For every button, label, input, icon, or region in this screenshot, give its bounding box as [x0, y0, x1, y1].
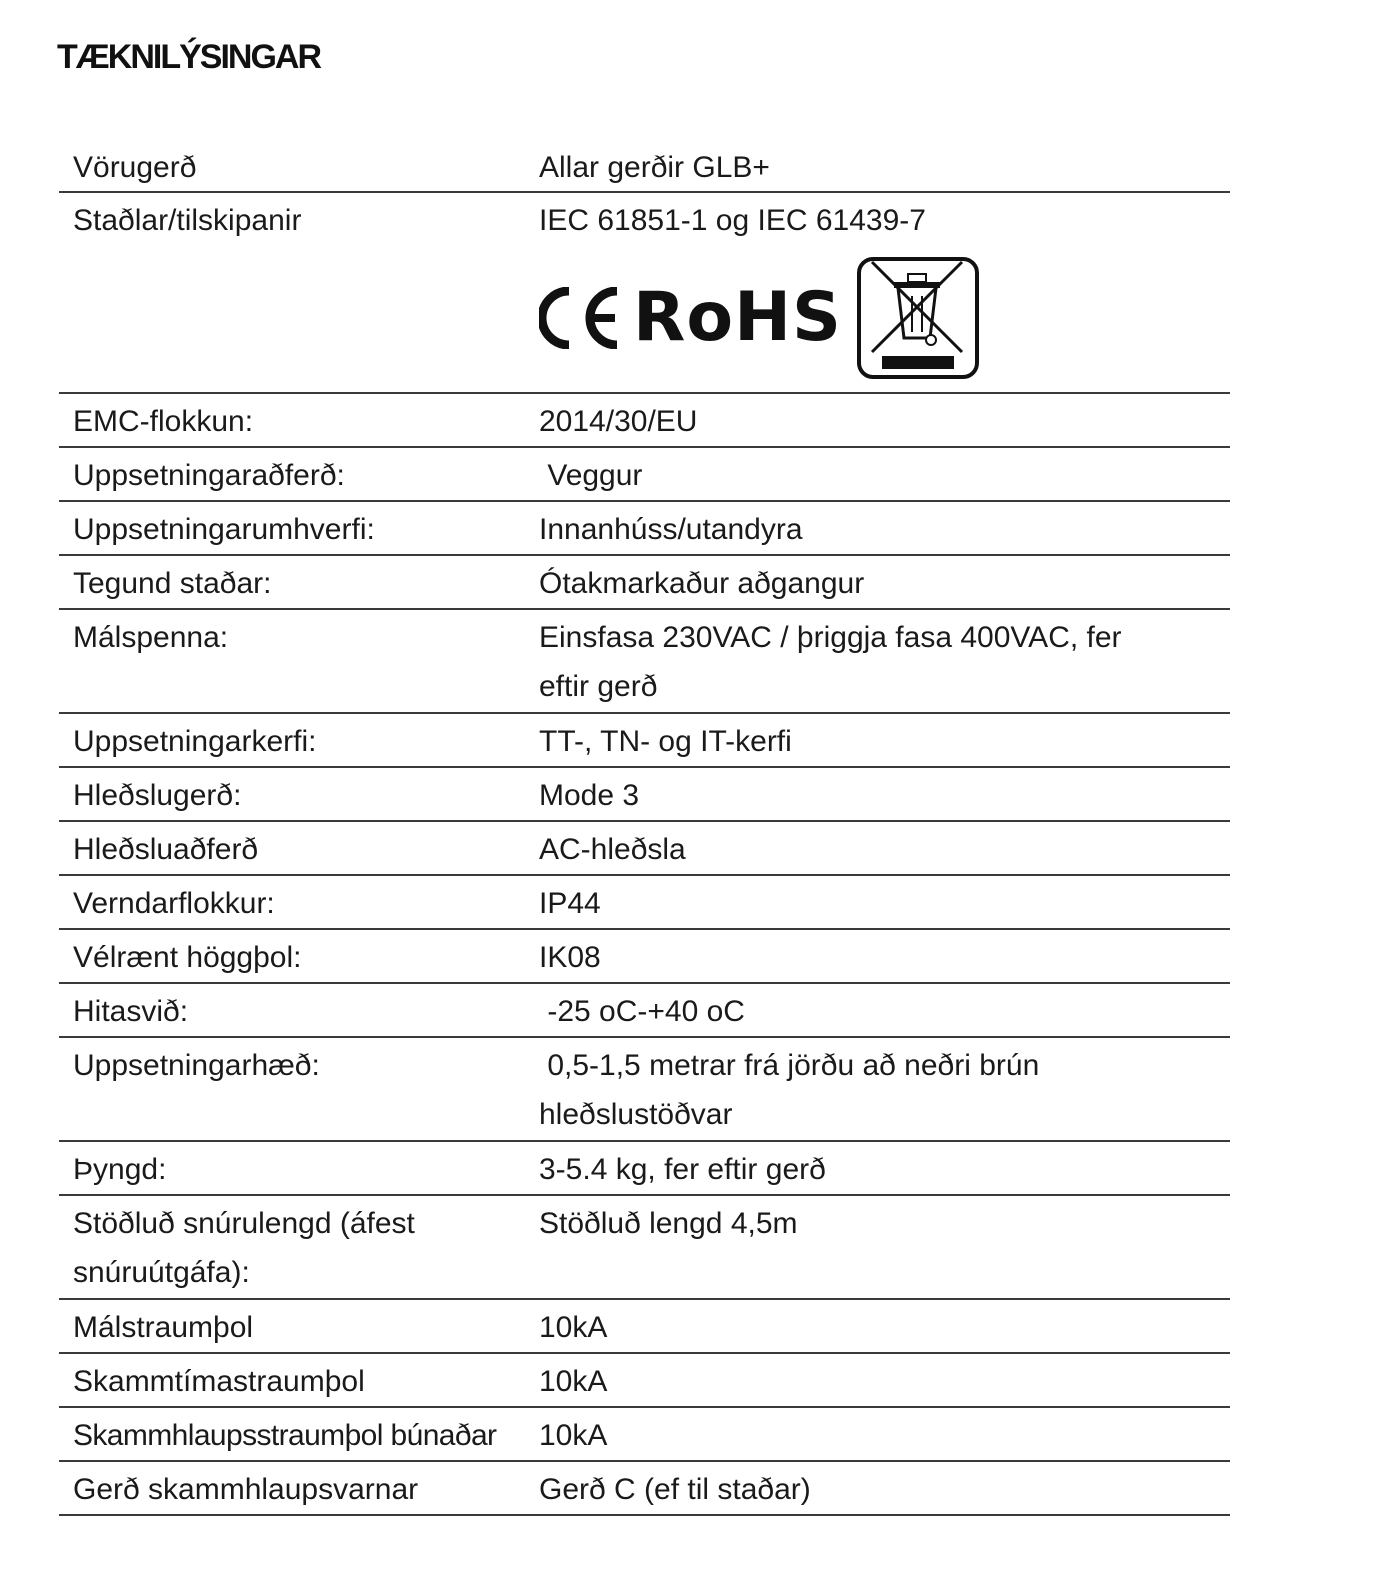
- table-row: [59, 1300, 1230, 1354]
- spec-label: Málstraumþol: [73, 1311, 254, 1344]
- spec-value: IP44: [539, 887, 601, 920]
- table-row: [59, 768, 1230, 822]
- table-row: [59, 1354, 1230, 1408]
- table-row: [59, 193, 1230, 394]
- spec-label: EMC-flokkun:: [73, 405, 254, 438]
- spec-value: AC-hleðsla: [539, 833, 686, 866]
- spec-table: [59, 140, 1230, 1516]
- table-row: [59, 140, 1230, 193]
- spec-label: Skammtímastraumþol: [73, 1365, 365, 1398]
- spec-value: Mode 3: [539, 779, 640, 812]
- table-row: [59, 1408, 1230, 1462]
- spec-label: Uppsetningarkerfi:: [73, 725, 317, 758]
- spec-label: Uppsetningaraðferð:: [73, 459, 345, 492]
- table-row: [59, 876, 1230, 930]
- spec-label: Hitasvið:: [73, 995, 189, 1028]
- spec-label: Vélrænt höggþol:: [73, 941, 302, 974]
- spec-label: Hleðslugerð:: [73, 779, 242, 812]
- spec-label: Málspenna:: [73, 621, 229, 654]
- spec-value: IEC 61851-1 og IEC 61439-7: [539, 204, 926, 237]
- table-row: [59, 394, 1230, 448]
- spec-value: -25 oC-+40 oC: [539, 995, 745, 1028]
- table-row: [59, 984, 1230, 1038]
- spec-value: Stöðluð lengd 4,5m: [539, 1207, 798, 1240]
- spec-value: Allar gerðir GLB+: [539, 151, 770, 184]
- spec-label: Vörugerð: [73, 151, 197, 184]
- spec-label: Tegund staðar:: [73, 567, 272, 600]
- certification-logos: [539, 256, 1190, 380]
- spec-value: Veggur: [539, 459, 643, 492]
- spec-value: 10kA: [539, 1311, 608, 1344]
- table-row: [59, 1142, 1230, 1196]
- spec-label: Uppsetningarumhverfi:: [73, 513, 375, 546]
- spec-value: Gerð C (ef til staðar): [539, 1473, 811, 1506]
- table-row: [59, 1038, 1230, 1142]
- table-row: [59, 1196, 1230, 1300]
- spec-value: 0,5-1,5 metrar frá jörðu að neðri brún hleðslustöðvar: [539, 1049, 1048, 1131]
- spec-value: TT-, TN- og IT-kerfi: [539, 725, 792, 758]
- spec-value: 2014/30/EU: [539, 405, 698, 438]
- spec-value: 3-5.4 kg, fer eftir gerð: [539, 1153, 826, 1186]
- spec-value: 10kA: [539, 1419, 608, 1452]
- spec-label: Þyngd:: [73, 1153, 167, 1186]
- table-row: [59, 1462, 1230, 1516]
- spec-label: Verndarflokkur:: [73, 887, 275, 920]
- spec-value: Ótakmarkaður aðgangur: [539, 567, 865, 600]
- spec-label: Hleðsluaðferð: [73, 833, 259, 866]
- table-row: [59, 502, 1230, 556]
- spec-value: Innanhúss/utandyra: [539, 513, 803, 546]
- weee-crossed-bin-icon: [856, 256, 980, 380]
- spec-value: Einsfasa 230VAC / þriggja fasa 400VAC, fer eftir gerð: [539, 621, 1122, 703]
- page-title: TÆKNILÝSINGAR: [57, 38, 320, 76]
- table-row: [59, 556, 1230, 610]
- spec-label: Uppsetningarhæð:: [73, 1049, 320, 1082]
- spec-label: Staðlar/tilskipanir: [73, 204, 302, 237]
- spec-label: Gerð skammhlaupsvarnar: [73, 1473, 419, 1506]
- spec-value: 10kA: [539, 1365, 608, 1398]
- rohs-mark: RoHS: [633, 278, 842, 357]
- spec-label: Stöðluð snúrulengd (áfest snúruútgáfa):: [73, 1207, 415, 1289]
- table-row: [59, 610, 1230, 714]
- spec-label: Skammhlaupsstraumþol búnaðar: [73, 1419, 497, 1452]
- table-row: [59, 930, 1230, 984]
- spec-value: IK08: [539, 941, 601, 974]
- table-row: [59, 448, 1230, 502]
- ce-mark-icon: [539, 287, 623, 349]
- table-row: [59, 714, 1230, 768]
- table-row: [59, 822, 1230, 876]
